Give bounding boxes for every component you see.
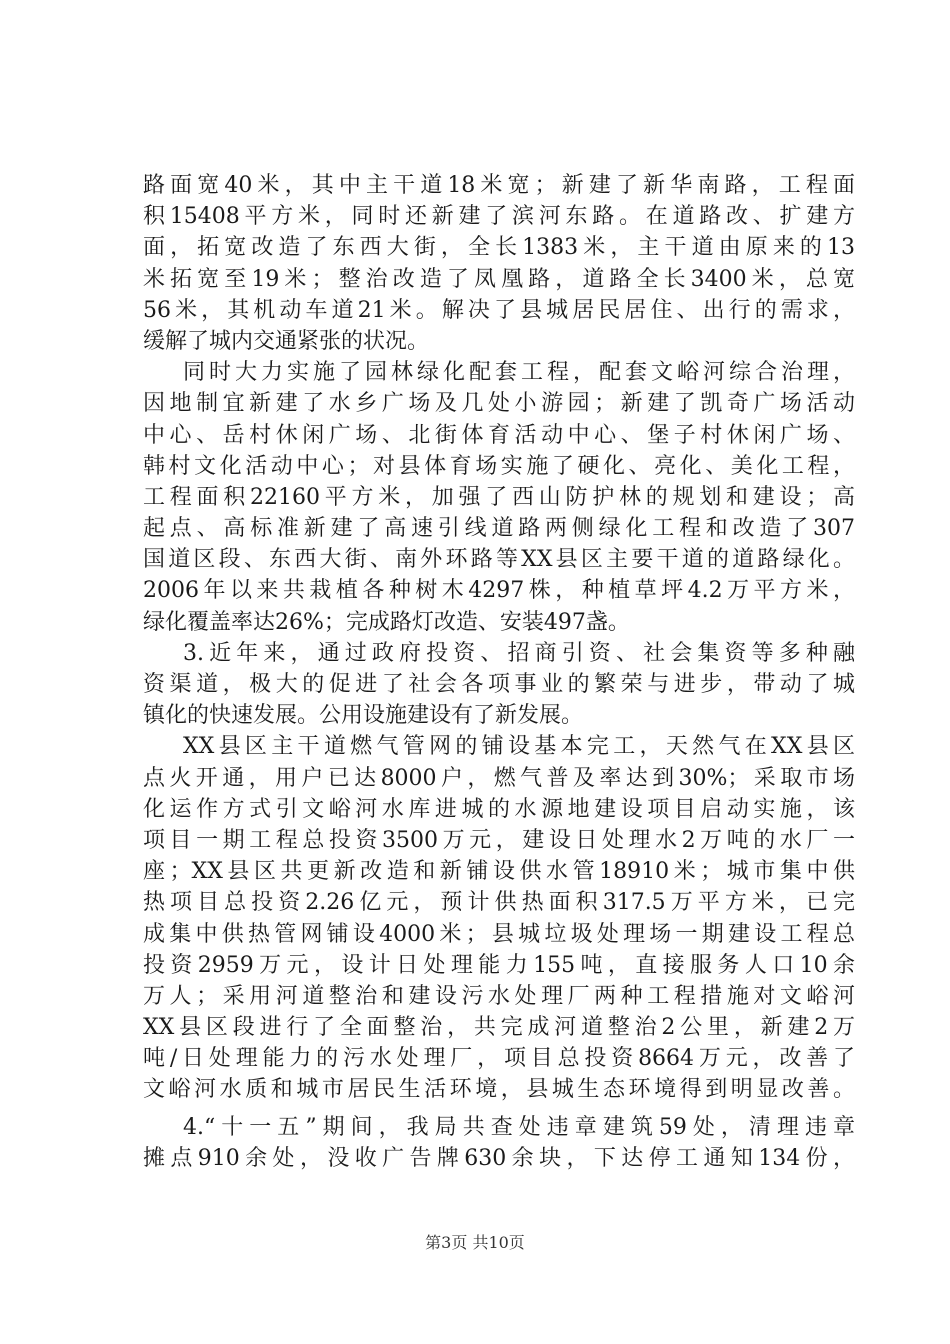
text-line: 成集中供热管网铺设4000米；县城垃圾处理场一期建设工程总 xyxy=(143,921,855,947)
text-line: 文峪河水质和城市居民生活环境，县城生态环境得到明显改善。 xyxy=(143,1077,855,1103)
text-line: 56米，其机动车道21米。解决了县城居民居住、出行的需求， xyxy=(143,297,855,323)
text-line: XX县区主干道燃气管网的铺设基本完工，天然气在XX县区 xyxy=(183,734,855,760)
text-line: 中心、岳村休闲广场、北街体育活动中心、堡子村休闲广场、 xyxy=(143,422,855,448)
text-line: 4.“十一五”期间，我局共查处违章建筑59处，清理违章 xyxy=(183,1115,855,1140)
text-line: 绿化覆盖率达26%；完成路灯改造、安装497盏。 xyxy=(143,609,630,635)
text-line: 吨/日处理能力的污水处理厂，项目总投资8664万元，改善了 xyxy=(143,1046,855,1072)
text-line: 投资2959万元，设计日处理能力155吨，直接服务人口10余 xyxy=(143,952,855,978)
page-footer: 第3页 共10页 xyxy=(425,1233,525,1252)
body-text-continued xyxy=(143,1112,855,1174)
text-line: 米拓宽至19米；整治改造了凤凰路，道路全长3400米，总宽 xyxy=(143,266,855,292)
text-line: 化运作方式引文峪河水库进城的水源地建设项目启动实施，该 xyxy=(143,796,855,822)
text-line: 国道区段、东西大街、南外环路等XX县区主要干道的道路绿化。 xyxy=(143,547,855,573)
text-line: 资渠道，极大的促进了社会各项事业的繁荣与进步，带动了城 xyxy=(143,672,855,697)
text-line: 2006年以来共栽植各种树木4297株，种植草坪4.2万平方米， xyxy=(143,578,855,604)
text-line: 因地制宜新建了水乡广场及几处小游园；新建了凯奇广场活动 xyxy=(143,391,855,417)
text-line: 项目一期工程总投资3500万元，建设日处理水2万吨的水厂一 xyxy=(143,827,855,853)
text-line: 摊点910余处，没收广告牌630余块，下达停工通知134份， xyxy=(143,1146,855,1172)
text-line: 座；XX县区共更新改造和新铺设供水管18910米；城市集中供 xyxy=(143,859,855,885)
text-line: 热项目总投资2.26亿元，预计供热面积317.5万平方米，已完 xyxy=(143,890,855,916)
text-line: XX县区段进行了全面整治，共完成河道整治2公里，新建2万 xyxy=(143,1015,855,1041)
text-line: 面，拓宽改造了东西大街，全长1383米，主干道由原来的13 xyxy=(143,235,855,261)
text-line: 缓解了城内交通紧张的状况。 xyxy=(143,328,430,354)
text-line: 同时大力实施了园林绿化配套工程，配套文峪河综合治理， xyxy=(183,360,855,386)
text-line: 路面宽40米，其中主干道18米宽；新建了新华南路，工程面 xyxy=(143,173,855,198)
body-text xyxy=(143,170,855,1106)
text-line: 3.近年来，通过政府投资、招商引资、社会集资等多种融 xyxy=(183,640,855,666)
text-line: 韩村文化活动中心；对县体育场实施了硬化、亮化、美化工程， xyxy=(143,453,855,479)
text-line: 镇化的快速发展。公用设施建设有了新发展。 xyxy=(143,703,584,729)
text-line: 起点、高标准新建了高速引线道路两侧绿化工程和改造了307 xyxy=(143,516,855,542)
text-line: 工程面积22160平方米，加强了西山防护林的规划和建设；高 xyxy=(143,484,855,510)
text-line: 万人；采用河道整治和建设污水处理厂两种工程措施对文峪河 xyxy=(143,983,855,1009)
text-line: 点火开通，用户已达8000户，燃气普及率达到30%；采取市场 xyxy=(143,765,855,791)
text-line: 积15408平方米，同时还新建了滨河东路。在道路改、扩建方 xyxy=(143,204,855,230)
